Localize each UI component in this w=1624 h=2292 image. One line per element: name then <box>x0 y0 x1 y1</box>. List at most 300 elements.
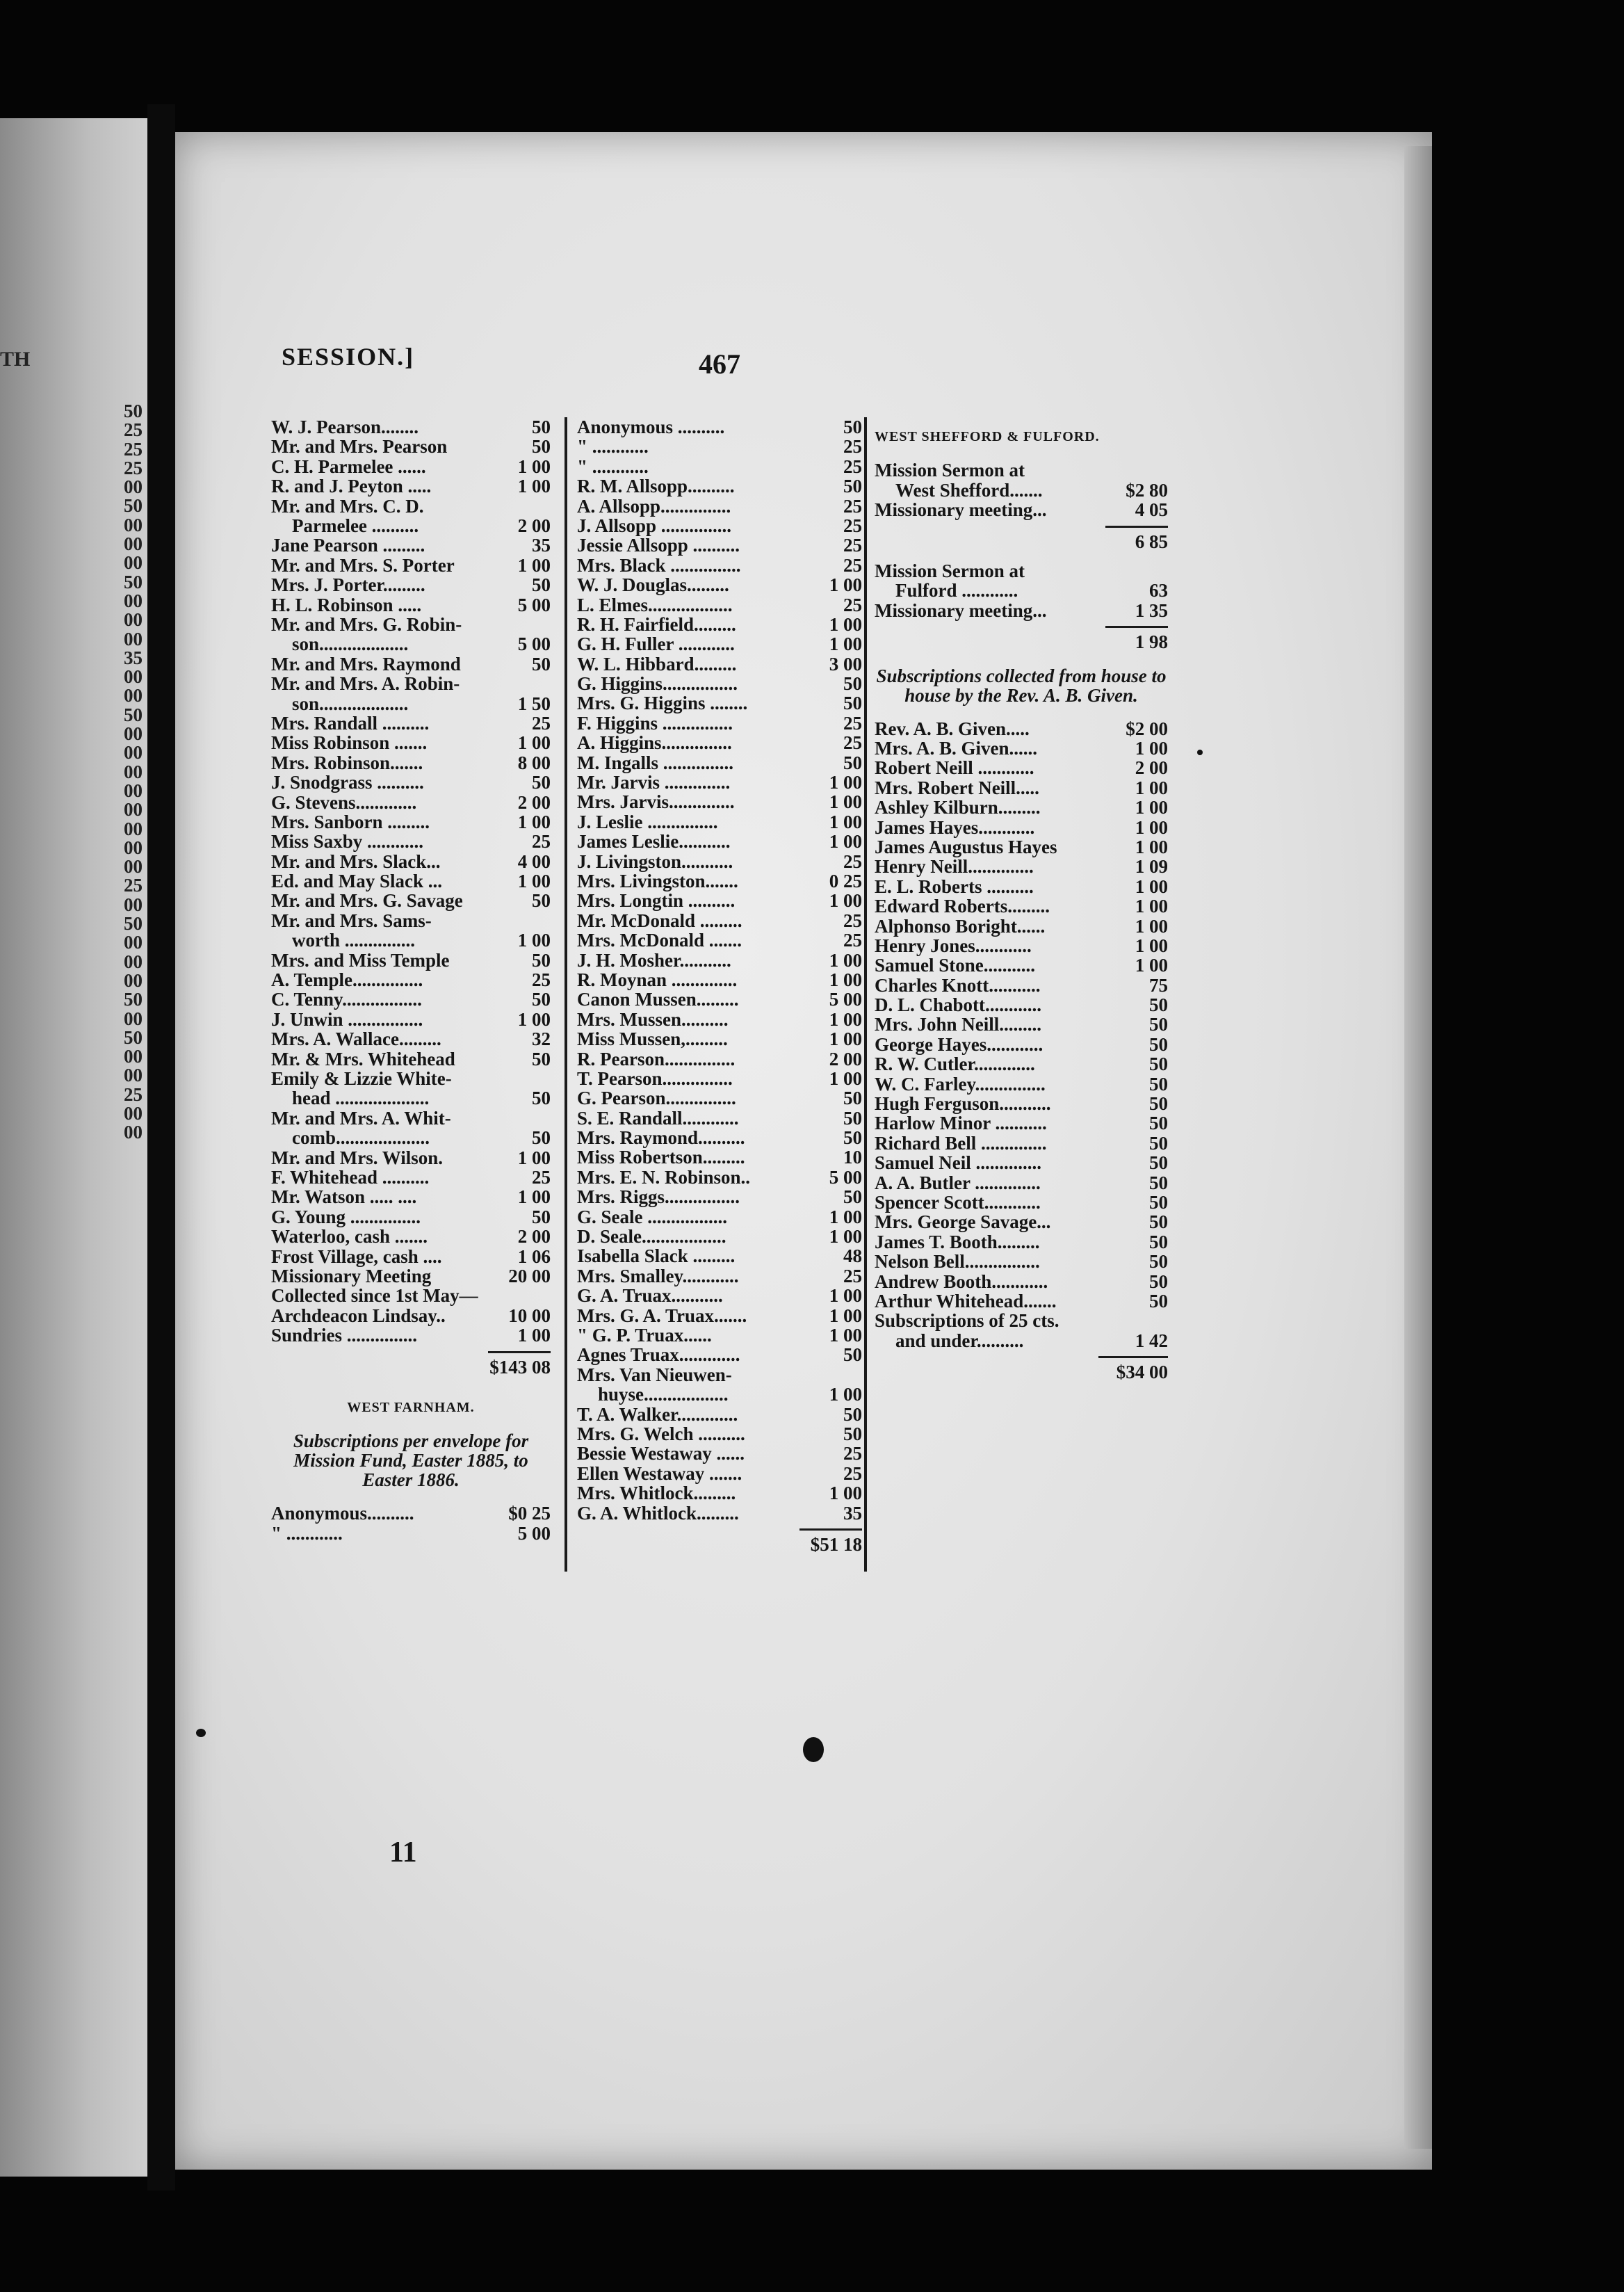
amount: 1 00 <box>517 476 551 497</box>
amount: 1 00 <box>829 633 862 655</box>
fragment-number: 00 <box>124 799 143 821</box>
amount: 25 <box>843 535 862 556</box>
contributor-name: S. E. Randall............ <box>577 1107 739 1129</box>
contributor-name: M. Ingalls ............... <box>577 752 734 773</box>
amount: 50 <box>532 949 551 971</box>
contributor-name: D. Seale.................. <box>577 1226 726 1248</box>
amount: 1 00 <box>1135 797 1168 818</box>
contributor-name: Mr. Jarvis .............. <box>577 772 731 793</box>
contributor-name: Frost Village, cash .... <box>271 1245 442 1267</box>
amount: 10 <box>843 1147 862 1168</box>
section-note: Subscriptions per envelope for Mission Fund, Easter 1885, to Easter 1886. <box>293 1430 529 1491</box>
total-rule <box>1098 1356 1168 1358</box>
fragment-number: 25 <box>124 419 143 441</box>
section-heading-west-farnham: WEST FARNHAM. <box>347 1399 475 1415</box>
amount: 3 00 <box>829 653 862 675</box>
contributor-name: Richard Bell .............. <box>875 1132 1047 1154</box>
fragment-number: 00 <box>124 969 143 991</box>
contributor-name: G. A. Truax........... <box>577 1285 723 1307</box>
amount: $2 00 <box>1126 718 1168 739</box>
ledger-row <box>577 1464 862 1483</box>
ledger-row <box>577 832 862 851</box>
contributor-name: T. Pearson............... <box>577 1067 733 1089</box>
contributor-name: Subscriptions of 25 cts. <box>875 1310 1059 1332</box>
fragment-number: 50 <box>124 704 143 725</box>
fragment-number: 00 <box>124 609 143 631</box>
amount: 1 06 <box>517 1245 551 1267</box>
contributor-name-continuation: Parmelee .......... <box>292 515 419 536</box>
collection-note: Subscriptions collected from house to house by the Rev. A. B. Given. <box>876 665 1167 706</box>
west-shefford-entries <box>875 460 1168 519</box>
fragment-number: 00 <box>124 951 143 972</box>
contributor-name: A. Higgins............... <box>577 732 732 754</box>
amount: 1 00 <box>517 1325 551 1346</box>
amount: 8 00 <box>517 752 551 773</box>
ledger-row <box>577 1483 862 1503</box>
ledger-row <box>577 1444 862 1463</box>
contributor-name: R. M. Allsopp.......... <box>577 476 735 497</box>
fragment-number: 25 <box>124 1083 143 1105</box>
ledger-row <box>271 535 551 555</box>
contributor-name: Mrs. A. Wallace......... <box>271 1028 441 1050</box>
amount: 50 <box>1149 1251 1168 1273</box>
contributor-name: Mrs. Robinson....... <box>271 752 423 773</box>
ledger-row <box>577 1108 862 1128</box>
contributor-name: Mrs. Whitlock......... <box>577 1483 736 1504</box>
contributor-name: Isabella Slack ......... <box>577 1245 736 1267</box>
amount: 50 <box>1149 1192 1168 1213</box>
contributor-name-continuation: comb.................... <box>292 1127 430 1149</box>
fragment-number: 00 <box>124 1065 143 1086</box>
contributor-name: Mrs. G. A. Truax....... <box>577 1305 747 1326</box>
contributor-name: Robert Neill ............ <box>875 757 1034 779</box>
fulford-entries <box>875 561 1168 620</box>
ledger-row <box>271 951 551 970</box>
fragment-number: 00 <box>124 590 143 611</box>
contributor-name: Harlow Minor ........... <box>875 1113 1047 1134</box>
amount: 25 <box>843 1443 862 1464</box>
ledger-row <box>875 1094 1168 1113</box>
amount: 50 <box>532 989 551 1010</box>
ledger-row <box>577 1049 862 1069</box>
contributor-name: J. Livingston........... <box>577 850 733 872</box>
fragment-number: 50 <box>124 989 143 1010</box>
ledger-row <box>271 556 551 575</box>
amount: 1 00 <box>517 930 551 951</box>
ledger-row <box>271 911 551 951</box>
contributor-name: Mr. Watson ..... .... <box>271 1186 417 1208</box>
ledger-row <box>271 1029 551 1049</box>
fragment-number: 00 <box>124 514 143 535</box>
amount: 1 00 <box>517 1008 551 1030</box>
ledger-row <box>577 1424 862 1444</box>
ledger-row <box>271 595 551 615</box>
ledger-row <box>577 812 862 832</box>
ledger-row <box>875 1153 1168 1172</box>
ledger-row <box>577 1029 862 1049</box>
amount: 4 05 <box>1135 499 1168 521</box>
contributor-name: Jane Pearson ......... <box>271 535 425 556</box>
fragment-number: 00 <box>124 761 143 782</box>
adjacent-page-fragment <box>0 118 147 2177</box>
contributor-name: Samuel Stone........... <box>875 955 1036 976</box>
fragment-number: 00 <box>124 666 143 688</box>
ledger-row <box>577 773 862 792</box>
contributor-name: " ............ <box>577 455 649 477</box>
contributor-name: James T. Booth......... <box>875 1231 1040 1252</box>
contributor-name: Bessie Westaway ...... <box>577 1443 745 1464</box>
contributor-name: E. L. Roberts .......... <box>875 875 1034 897</box>
book-gutter <box>147 104 175 2190</box>
contributor-name-continuation: huyse.................. <box>598 1384 729 1405</box>
amount: 5 00 <box>829 989 862 1010</box>
ledger-row <box>875 719 1168 739</box>
ledger-row <box>875 896 1168 916</box>
amount: 50 <box>532 436 551 458</box>
ledger-row <box>577 713 862 733</box>
ledger-row <box>875 1133 1168 1153</box>
amount: 1 00 <box>829 1305 862 1326</box>
contributor-name: Mrs. Van Nieuwen- <box>577 1364 732 1385</box>
ledger-row <box>271 1187 551 1206</box>
ledger-row <box>577 1207 862 1227</box>
amount: 50 <box>1149 1113 1168 1134</box>
ledger-row <box>271 1524 551 1543</box>
contributor-name: Mrs. Raymond.......... <box>577 1127 745 1149</box>
contributor-name: Mr. and Mrs. Pearson <box>271 436 448 458</box>
contributor-name: Mr. and Mrs. G. Robin- <box>271 613 462 635</box>
amount: 5 00 <box>517 594 551 615</box>
ledger-row <box>271 1266 551 1286</box>
amount: 50 <box>532 653 551 675</box>
ink-blot <box>1197 750 1203 755</box>
fragment-number: 00 <box>124 476 143 498</box>
contributor-name: Henry Neill.............. <box>875 856 1034 878</box>
ledger-row <box>271 476 551 496</box>
amount: 1 00 <box>829 1008 862 1030</box>
fragment-number: 25 <box>124 875 143 896</box>
contributor-name: Missionary Meeting <box>271 1265 432 1286</box>
ledger-row <box>875 500 1168 519</box>
ledger-row <box>271 812 551 832</box>
ledger-row <box>271 1049 551 1069</box>
ledger-row <box>271 575 551 595</box>
contributor-name: Collected since 1st May— <box>271 1285 478 1307</box>
ledger-row <box>271 1503 551 1523</box>
amount: 25 <box>843 495 862 517</box>
column-1 <box>271 417 551 1543</box>
contributor-name: Andrew Booth............ <box>875 1270 1048 1292</box>
ledger-row <box>577 634 862 654</box>
contributor-name: " G. P. Truax...... <box>577 1324 712 1346</box>
amount: 1 00 <box>829 574 862 596</box>
contributor-name-continuation: West Shefford....... <box>895 479 1043 501</box>
contributor-name: W. J. Douglas......... <box>577 574 729 596</box>
amount: 25 <box>843 910 862 931</box>
contributor-name: Mr. and Mrs. A. Robin- <box>271 673 460 695</box>
ledger-row <box>577 1266 862 1286</box>
ledger-row <box>875 1232 1168 1252</box>
amount: 1 00 <box>829 613 862 635</box>
contributor-name: Miss Mussen,......... <box>577 1028 728 1050</box>
contributor-name: Mr. and Mrs. Raymond <box>271 653 461 675</box>
contributor-name: J. Snodgrass .......... <box>271 772 424 793</box>
amount: 50 <box>1149 1014 1168 1035</box>
ledger-row <box>577 1128 862 1147</box>
ledger-row <box>271 615 551 654</box>
running-header: SESSION.] <box>282 343 415 371</box>
contributor-name: R. H. Fairfield......... <box>577 613 736 635</box>
ledger-row <box>271 832 551 851</box>
contributor-name: G. H. Fuller ............ <box>577 633 735 655</box>
amount: 50 <box>1149 1211 1168 1233</box>
ledger-row <box>577 476 862 496</box>
total-rule <box>488 1351 551 1353</box>
ledger-row <box>577 1010 862 1029</box>
contributor-name: Mrs. Longtin .......... <box>577 890 736 912</box>
contributor-name: W. J. Pearson........ <box>271 417 419 437</box>
amount: 1 00 <box>1135 915 1168 937</box>
amount: 1 00 <box>1135 836 1168 857</box>
column-3 <box>875 417 1168 1382</box>
ledger-row <box>577 1405 862 1424</box>
contributor-name: Mrs. Robert Neill..... <box>875 777 1039 798</box>
amount: 25 <box>843 850 862 872</box>
ledger-row <box>271 713 551 733</box>
amount: 50 <box>532 772 551 793</box>
amount: 50 <box>1149 1270 1168 1292</box>
column-3-total: $34 00 <box>1116 1362 1168 1383</box>
ledger-row <box>271 497 551 536</box>
contributor-name: Miss Robinson ....... <box>271 732 428 754</box>
fragment-number: 50 <box>124 1026 143 1048</box>
contributor-name: Arthur Whitehead....... <box>875 1290 1057 1312</box>
ledger-row <box>875 1291 1168 1311</box>
ledger-row <box>271 674 551 713</box>
amount: 1 00 <box>517 554 551 576</box>
amount: 1 00 <box>517 1186 551 1208</box>
ledger-row <box>875 561 1168 601</box>
ledger-row <box>875 1074 1168 1094</box>
signature-mark: 11 <box>389 1837 417 1869</box>
amount: 1 00 <box>517 811 551 832</box>
ledger-row <box>577 1187 862 1206</box>
contributor-name: Mrs. Jarvis.............. <box>577 791 735 813</box>
contributor-name: Mrs. G. Higgins ........ <box>577 693 748 714</box>
ledger-row <box>875 1054 1168 1074</box>
contributor-name: R. Moynan .............. <box>577 969 738 990</box>
contributor-name: Mr. and Mrs. G. Savage <box>271 890 463 912</box>
contributor-name: Rev. A. B. Given..... <box>875 718 1030 739</box>
ledger-row <box>271 753 551 773</box>
contributor-name-continuation: son................... <box>292 693 409 714</box>
amount: 1 00 <box>829 1384 862 1405</box>
ledger-row <box>875 798 1168 817</box>
contributor-name: Miss Saxby ............ <box>271 831 424 853</box>
amount: 50 <box>843 1107 862 1129</box>
fragment-number: 50 <box>124 913 143 935</box>
ledger-row <box>875 1173 1168 1193</box>
ledger-row <box>875 601 1168 620</box>
ledger-row <box>577 852 862 871</box>
contributor-name: James Hayes............ <box>875 816 1035 838</box>
contributor-name: Mrs. McDonald ....... <box>577 930 742 951</box>
contributor-name: Mrs. Livingston....... <box>577 870 738 891</box>
contributor-name: Agnes Truax............. <box>577 1344 740 1366</box>
amount: 63 <box>1149 580 1168 602</box>
amount: 25 <box>532 1167 551 1188</box>
contributor-name: Mrs. Randall .......... <box>271 712 430 734</box>
amount: 1 00 <box>829 831 862 853</box>
ledger-row <box>875 818 1168 837</box>
amount: 50 <box>1149 1054 1168 1075</box>
contributor-name: Mission Sermon at <box>875 560 1025 582</box>
ink-blot <box>803 1737 824 1762</box>
contributor-name: W. L. Hibbard......... <box>577 653 737 675</box>
section-heading-west-shefford: WEST SHEFFORD & FULFORD. <box>875 429 1100 444</box>
amount: 50 <box>1149 1073 1168 1095</box>
ledger-row <box>577 654 862 674</box>
amount: 1 00 <box>829 1226 862 1248</box>
fragment-number: 00 <box>124 894 143 915</box>
amount: 1 00 <box>829 811 862 832</box>
amount: 32 <box>532 1028 551 1050</box>
amount: 2 00 <box>517 791 551 813</box>
contributor-name: Mrs. John Neill......... <box>875 1014 1041 1035</box>
ledger-row <box>577 535 862 555</box>
page-number: 467 <box>699 348 740 380</box>
amount: 35 <box>843 1502 862 1524</box>
contributor-name: Anonymous.......... <box>271 1503 414 1524</box>
ledger-row <box>875 917 1168 936</box>
ledger-row <box>577 1246 862 1266</box>
ledger-row <box>271 773 551 792</box>
amount: 50 <box>532 574 551 596</box>
contributor-name-continuation: Fulford ............ <box>895 580 1018 602</box>
amount: 1 00 <box>1135 955 1168 976</box>
amount: 25 <box>532 712 551 734</box>
contributor-name: F. Higgins ............... <box>577 712 733 734</box>
ledger-row <box>577 1503 862 1523</box>
ledger-row <box>271 1227 551 1246</box>
amount: 25 <box>843 1265 862 1286</box>
ledger-row <box>577 891 862 910</box>
amount: 1 00 <box>517 1147 551 1168</box>
contributor-name: James Augustus Hayes <box>875 836 1057 857</box>
contributor-name: Mr. & Mrs. Whitehead <box>271 1048 455 1070</box>
ledger-row <box>577 1325 862 1345</box>
amount: 1 00 <box>829 969 862 990</box>
fragment-number: 00 <box>124 837 143 858</box>
contributor-name: Mrs. Black ............... <box>577 554 741 576</box>
contributor-name: D. L. Chabott............ <box>875 994 1042 1016</box>
ledger-row <box>271 654 551 674</box>
contributor-name: G. Pearson............... <box>577 1088 736 1109</box>
amount: 1 09 <box>1135 856 1168 878</box>
contributor-name: " ............ <box>577 436 649 458</box>
contributor-name: Missionary meeting... <box>875 499 1047 521</box>
ink-blot <box>196 1729 206 1737</box>
column-2-total: $51 18 <box>810 1533 862 1555</box>
amount: 50 <box>843 693 862 714</box>
contributor-name: W. C. Farley............... <box>875 1073 1046 1095</box>
fragment-number: 00 <box>124 780 143 801</box>
ledger-row <box>577 1088 862 1108</box>
amount: 20 00 <box>508 1265 551 1286</box>
amount: 50 <box>532 1088 551 1109</box>
ledger-row <box>271 437 551 456</box>
contributor-name-continuation: worth ............... <box>292 930 415 951</box>
amount: 50 <box>843 1127 862 1149</box>
amount: 1 00 <box>829 1206 862 1227</box>
amount: 50 <box>532 1048 551 1070</box>
ledger-row <box>577 930 862 950</box>
ledger-row <box>271 852 551 871</box>
page-edge <box>1404 146 1432 2149</box>
contributor-name: G. A. Whitlock......... <box>577 1502 739 1524</box>
amount: 1 00 <box>829 791 862 813</box>
amount: 25 <box>532 831 551 853</box>
amount: 75 <box>1149 974 1168 996</box>
ledger-row <box>271 1069 551 1108</box>
contributor-name: Mrs. Riggs................ <box>577 1186 740 1208</box>
contributor-name: Mr. and Mrs. A. Whit- <box>271 1107 451 1129</box>
amount: 48 <box>843 1245 862 1267</box>
fragment-number: 50 <box>124 571 143 592</box>
ledger-row <box>875 460 1168 500</box>
amount: 1 00 <box>1135 896 1168 917</box>
contributor-name: R. and J. Peyton ..... <box>271 476 432 497</box>
contributor-name: Anonymous .......... <box>577 417 725 437</box>
column-1-entries <box>271 417 551 1346</box>
amount: 0 25 <box>829 870 862 891</box>
amount: 25 <box>843 732 862 754</box>
amount: 50 <box>1149 1093 1168 1115</box>
contributor-name: Spencer Scott............ <box>875 1192 1041 1213</box>
amount: 2 00 <box>829 1048 862 1070</box>
ledger-row <box>577 556 862 575</box>
ledger-row <box>577 693 862 713</box>
amount: 5 00 <box>517 1522 551 1544</box>
contributor-name-continuation: son................... <box>292 633 409 655</box>
ledger-row <box>875 976 1168 995</box>
ledger-row <box>271 457 551 476</box>
fragment-number: 25 <box>124 457 143 478</box>
contributor-name: L. Elmes.................. <box>577 594 733 615</box>
subtotal-west-shefford: 6 85 <box>1135 531 1168 552</box>
subtotal-rule <box>1105 526 1168 528</box>
amount: 1 00 <box>829 949 862 971</box>
ledger-row <box>875 1035 1168 1054</box>
column-divider <box>565 417 567 1572</box>
ledger-row <box>577 1147 862 1167</box>
ledger-row <box>271 733 551 752</box>
fragment-number: 00 <box>124 533 143 555</box>
ledger-row <box>577 1286 862 1305</box>
contributor-name: Henry Jones............ <box>875 935 1032 956</box>
ledger-row <box>271 1286 551 1305</box>
ledger-row <box>577 1069 862 1088</box>
amount: 50 <box>532 417 551 437</box>
fragment-number: 50 <box>124 401 143 421</box>
ledger-row <box>875 1113 1168 1133</box>
amount: 25 <box>843 712 862 734</box>
fragment-number: 25 <box>124 438 143 460</box>
amount: 50 <box>1149 1231 1168 1252</box>
contributor-name: C. Tenny................. <box>271 989 422 1010</box>
ledger-row <box>271 871 551 891</box>
contributor-name: Ellen Westaway ....... <box>577 1462 742 1484</box>
